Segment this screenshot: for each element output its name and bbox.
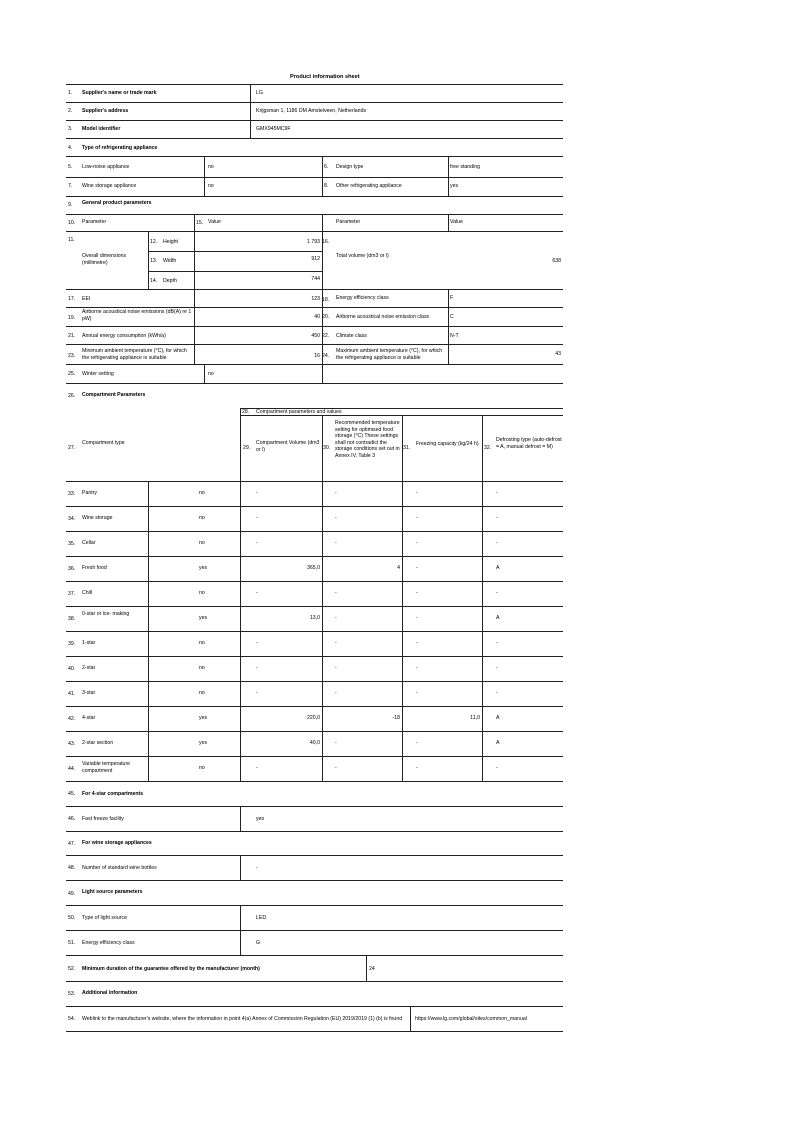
row-number: 54.: [68, 1016, 76, 1022]
row-number: 24.: [322, 353, 330, 359]
compartment-volume: -: [256, 515, 258, 521]
compartment-name: Chill: [82, 590, 93, 596]
compartment-temperature: -: [335, 540, 337, 546]
width-value: 912: [311, 256, 320, 262]
compartment-type-header: Compartment type: [82, 440, 125, 446]
row-number: 40.: [68, 666, 76, 672]
annual-energy-value: 450: [311, 333, 320, 339]
value-header: Value: [208, 219, 221, 225]
row-number: 8.: [324, 183, 329, 189]
rule: [66, 506, 563, 507]
rule: [66, 84, 563, 85]
row-number: 23.: [68, 353, 76, 359]
compartment-volume: -: [256, 490, 258, 496]
fast-freeze-value: yes: [256, 816, 265, 822]
compartment-defrost-type: -: [496, 590, 498, 596]
divider: [240, 905, 241, 955]
row-number: 50.: [68, 915, 76, 921]
rule: [66, 344, 563, 345]
rule: [66, 606, 563, 607]
compartment-temperature: -: [335, 690, 337, 696]
wine-storage-value: no: [208, 183, 214, 189]
light-efficiency-label: Energy efficiency class: [82, 940, 135, 946]
low-noise-value: no: [208, 164, 214, 170]
max-ambient-label: Maximum ambient temperature (°C), for which the refrigerating appliance is suitable: [336, 348, 443, 361]
divider: [240, 806, 241, 831]
width-label: Width: [163, 258, 177, 264]
row-number: 34.: [68, 516, 76, 522]
min-ambient-label: Minimum ambient temperature (°C), for which the refrigerating appliance is suitable: [82, 348, 187, 361]
rule: [66, 289, 563, 290]
rule: [66, 905, 563, 906]
compartment-volume: -: [256, 640, 258, 646]
compartment-present: no: [199, 640, 205, 646]
row-number: 12.: [150, 239, 158, 245]
compartment-temperature: -: [335, 765, 337, 771]
row-number: 44.: [68, 766, 76, 772]
divider: [194, 214, 195, 364]
page-title: Product information sheet: [290, 74, 360, 80]
section-heading: Additional information: [82, 990, 138, 996]
compartment-defrost-type: -: [496, 540, 498, 546]
row-number: 43.: [68, 741, 76, 747]
row-number: 20.: [322, 314, 330, 320]
compartment-name: Cellar: [82, 540, 96, 546]
compartment-defrost-type: -: [496, 490, 498, 496]
divider: [250, 84, 251, 138]
other-appliance-label: Other refrigerating appliance: [336, 183, 402, 189]
row-number: 29.: [243, 445, 251, 451]
rule: [66, 831, 563, 832]
compartment-present: no: [199, 665, 205, 671]
depth-label: Depth: [163, 278, 177, 284]
row-number: 22.: [322, 333, 330, 339]
row-number: 4.: [68, 145, 73, 151]
noise-class-label: Airborne acoustical noise emission class: [336, 314, 430, 320]
divider: [322, 156, 323, 196]
parameter-header: Parameter: [82, 219, 107, 225]
model-identifier-value: GMX945MC9F: [256, 126, 291, 132]
compartment-present: no: [199, 490, 205, 496]
row-number: 28.: [242, 409, 250, 415]
rule: [66, 855, 563, 856]
supplier-name-label: Supplier's name or trade mark: [82, 90, 157, 96]
winter-setting-value: no: [208, 371, 214, 377]
overall-dimensions-label: Overall dimensions (millimetre): [82, 253, 127, 266]
weblink-label: Weblink to the manufacturer's website, where the information in point 4(a) Annex of Commission Regulation (EU) 2019/2019 (1) (b) is found: [82, 1016, 403, 1022]
rule: [66, 177, 563, 178]
compartment-present: yes: [199, 565, 208, 571]
divider: [448, 289, 449, 364]
compartment-volume: -: [256, 690, 258, 696]
compartment-volume: 365,0: [307, 565, 320, 571]
row-number: 21.: [68, 333, 76, 339]
rule: [66, 556, 563, 557]
row-number: 47.: [68, 841, 76, 847]
divider: [240, 408, 241, 782]
energy-class-label: Energy efficiency class: [336, 295, 389, 301]
compartment-volume: -: [256, 765, 258, 771]
rule: [66, 196, 563, 197]
rule: [66, 981, 563, 982]
compartment-name: 2-star: [82, 665, 96, 671]
fast-freeze-label: Fast freeze facility: [82, 816, 124, 822]
section-heading: For 4-star compartments: [82, 791, 144, 797]
compartment-present: no: [199, 765, 205, 771]
rule: [66, 731, 563, 732]
compartment-freezing-capacity: -: [416, 540, 418, 546]
temperature-header: Recommended temperature setting for optimised food storage (°C) These settings shall not contradict the storage conditions set out in Annex IV, Table 3: [335, 420, 400, 459]
min-ambient-value: 16: [314, 353, 320, 359]
rule: [66, 364, 563, 365]
rule: [66, 531, 563, 532]
rule: [66, 681, 563, 682]
compartment-name: Wine storage: [82, 515, 113, 521]
section-heading: Compartment Parameters: [82, 392, 146, 398]
compartment-freezing-capacity: 11,0: [470, 715, 480, 721]
row-number: 6.: [324, 164, 329, 170]
row-number: 52.: [68, 966, 76, 972]
row-number: 7.: [68, 183, 73, 189]
light-efficiency-value: G: [256, 940, 261, 946]
divider: [448, 214, 449, 231]
row-number: 11.: [68, 237, 75, 243]
row-number: 13.: [150, 258, 158, 264]
compartment-defrost-type: -: [496, 515, 498, 521]
noise-emissions-value: 40: [314, 314, 320, 320]
divider: [322, 415, 323, 782]
rule: [148, 271, 322, 272]
design-type-label: Design type: [336, 164, 364, 170]
supplier-address-value: Krijgsman 1, 1186 DM Amstelveen, Netherlands: [256, 108, 367, 114]
compartment-volume: -: [256, 540, 258, 546]
supplier-name-value: LG: [256, 90, 263, 96]
row-number: 3.: [68, 126, 73, 132]
divider: [204, 364, 205, 383]
compartment-defrost-type: -: [496, 665, 498, 671]
rule: [66, 481, 563, 482]
volume-header: Compartment Volume (dm3 or l): [256, 440, 320, 453]
compartment-freezing-capacity: -: [416, 765, 418, 771]
section-heading: General product parameters: [82, 200, 152, 206]
compartment-temperature: -: [335, 640, 337, 646]
eei-value: 123: [311, 296, 320, 302]
compartment-temperature: -: [335, 590, 337, 596]
compartment-temperature: -: [335, 615, 337, 621]
compartment-freezing-capacity: -: [416, 740, 418, 746]
supplier-address-label: Supplier's address: [82, 108, 129, 114]
compartment-freezing-capacity: -: [416, 665, 418, 671]
guarantee-label: Minimum duration of the guarantee offered by the manufacturer (month): [82, 966, 260, 972]
row-number: 32.: [484, 445, 492, 451]
section-heading: For wine storage appliances: [82, 840, 152, 846]
rule: [66, 880, 563, 881]
height-label: Height: [163, 239, 178, 245]
rule: [66, 806, 563, 807]
compartment-temperature: -: [335, 665, 337, 671]
row-number: 36.: [68, 566, 76, 572]
compartment-present: yes: [199, 715, 208, 721]
row-number: 38.: [68, 616, 76, 622]
row-number: 30.: [323, 445, 331, 451]
row-number: 48.: [68, 865, 76, 871]
rule: [66, 955, 563, 956]
compartment-freezing-capacity: -: [416, 590, 418, 596]
freezing-capacity-header: Freezing capacity (kg/24 h): [416, 441, 479, 447]
compartment-name: 3-star: [82, 690, 96, 696]
compartment-defrost-type: A: [496, 615, 500, 621]
compartment-temperature: -18: [392, 715, 400, 721]
compartment-name: 2-star section: [82, 740, 114, 746]
compartment-freezing-capacity: -: [416, 640, 418, 646]
rule: [66, 307, 563, 308]
compartment-temperature: 4: [397, 565, 400, 571]
rule: [66, 383, 563, 384]
row-number: 35.: [68, 541, 76, 547]
divider: [148, 231, 149, 289]
rule: [66, 1006, 563, 1007]
row-number: 9.: [68, 202, 73, 208]
compartment-temperature: -: [335, 490, 337, 496]
row-number: 51.: [68, 940, 76, 946]
rule: [66, 120, 563, 121]
row-number: 14.: [150, 278, 158, 284]
height-value: 1 793: [307, 239, 320, 245]
compartment-volume: -: [256, 665, 258, 671]
row-number: 5.: [68, 164, 73, 170]
compartment-name: Pantry: [82, 490, 97, 496]
rule: [66, 326, 563, 327]
compartment-present: yes: [199, 615, 208, 621]
guarantee-value: 24: [369, 966, 375, 972]
noise-class-value: C: [450, 314, 454, 320]
compartment-volume: 40,0: [309, 740, 320, 746]
compartment-temperature: -: [335, 740, 337, 746]
wine-bottles-value: -: [256, 865, 258, 871]
compartment-defrost-type: -: [496, 640, 498, 646]
light-source-type-value: LED: [256, 915, 267, 921]
compartment-params-header: Compartment parameters and values: [256, 409, 342, 415]
compartment-present: no: [199, 590, 205, 596]
compartment-defrost-type: A: [496, 565, 500, 571]
row-number: 37.: [68, 591, 76, 597]
rule: [66, 102, 563, 103]
design-type-value: free standing: [450, 164, 480, 170]
divider: [402, 415, 403, 782]
energy-class-value: F: [450, 295, 454, 301]
rule: [66, 214, 563, 215]
compartment-volume: -: [256, 590, 258, 596]
compartment-present: no: [199, 540, 205, 546]
compartment-volume: 220,0: [307, 715, 320, 721]
divider: [448, 156, 449, 196]
compartment-present: yes: [199, 740, 208, 746]
row-number: 15.: [196, 220, 204, 226]
wine-bottles-label: Number of standard wine bottles: [82, 865, 157, 871]
weblink-value[interactable]: https://www.lg.com/global/sites/common_manual: [415, 1016, 527, 1022]
compartment-freezing-capacity: -: [416, 690, 418, 696]
row-number: 26.: [68, 393, 76, 399]
model-identifier-label: Model identifier: [82, 126, 121, 132]
row-number: 16.: [322, 239, 330, 245]
rule: [66, 581, 563, 582]
row-number: 39.: [68, 641, 76, 647]
total-volume-value: 638: [552, 258, 561, 264]
row-number: 33.: [68, 491, 76, 497]
rule: [66, 1031, 563, 1032]
row-number: 49.: [68, 891, 76, 897]
rule: [66, 656, 563, 657]
low-noise-label: Low-noise appliance: [82, 164, 130, 170]
row-number: 31.: [403, 445, 411, 451]
row-number: 10.: [68, 220, 76, 226]
row-number: 25.: [68, 371, 76, 377]
rule: [148, 251, 322, 252]
defrosting-type-header: Defrosting type (auto-defrost = A, manual defrost = M): [496, 437, 562, 450]
divider: [410, 1006, 411, 1031]
noise-emissions-label: Airborne acoustical noise emissions (dB(A) re 1 pW): [82, 309, 192, 322]
compartment-name: 4-star: [82, 715, 96, 721]
divider: [204, 156, 205, 196]
row-number: 53.: [68, 991, 76, 997]
climate-class-label: Climate class: [336, 333, 367, 339]
depth-value: 744: [311, 276, 320, 282]
rule: [66, 781, 563, 782]
annual-energy-label: Annual energy consumption (kWh/a): [82, 333, 166, 339]
compartment-name: 0-star or ice- making: [82, 611, 130, 617]
row-number: 41.: [68, 691, 76, 697]
divider: [240, 855, 241, 880]
compartment-volume: 13,0: [309, 615, 320, 621]
compartment-freezing-capacity: -: [416, 565, 418, 571]
row-number: 45.: [68, 791, 76, 797]
compartment-freezing-capacity: -: [416, 615, 418, 621]
compartment-freezing-capacity: -: [416, 515, 418, 521]
compartment-temperature: -: [335, 515, 337, 521]
rule: [66, 631, 563, 632]
compartment-present: no: [199, 515, 205, 521]
compartment-name: Fresh food: [82, 565, 107, 571]
row-number: 18.: [322, 297, 330, 303]
compartment-defrost-type: A: [496, 715, 500, 721]
rule: [66, 138, 563, 139]
climate-class-value: N-T: [450, 333, 459, 339]
compartment-defrost-type: -: [496, 690, 498, 696]
rule: [66, 756, 563, 757]
other-appliance-value: yes: [450, 183, 459, 189]
compartment-freezing-capacity: -: [416, 490, 418, 496]
rule: [66, 156, 563, 157]
section-heading: Type of refrigerating appliance: [82, 145, 158, 151]
compartment-defrost-type: -: [496, 765, 498, 771]
row-number: 42.: [68, 716, 76, 722]
row-number: 17.: [68, 296, 76, 302]
rule: [66, 231, 563, 232]
value-header: Value: [450, 219, 463, 225]
eei-label: EEI: [82, 296, 91, 302]
max-ambient-value: 43: [555, 351, 561, 357]
parameter-header: Parameter: [336, 219, 361, 225]
row-number: 19.: [68, 315, 76, 321]
divider: [366, 955, 367, 981]
compartment-name: 1-star: [82, 640, 96, 646]
winter-setting-label: Winter setting: [82, 371, 114, 377]
rule: [66, 930, 563, 931]
row-number: 2.: [68, 108, 73, 114]
light-source-type-label: Type of light source: [82, 915, 127, 921]
row-number: 46.: [68, 816, 76, 822]
total-volume-label: Total volume (dm3 or l): [336, 253, 389, 259]
compartment-present: no: [199, 690, 205, 696]
divider: [482, 415, 483, 782]
compartment-defrost-type: A: [496, 740, 500, 746]
compartment-name: Variable temperature compartment: [82, 761, 131, 774]
wine-storage-label: Wine storage appliance: [82, 183, 137, 189]
rule: [66, 706, 563, 707]
row-number: 1.: [68, 90, 73, 96]
section-heading: Light source parameters: [82, 889, 143, 895]
row-number: 27.: [68, 445, 76, 451]
